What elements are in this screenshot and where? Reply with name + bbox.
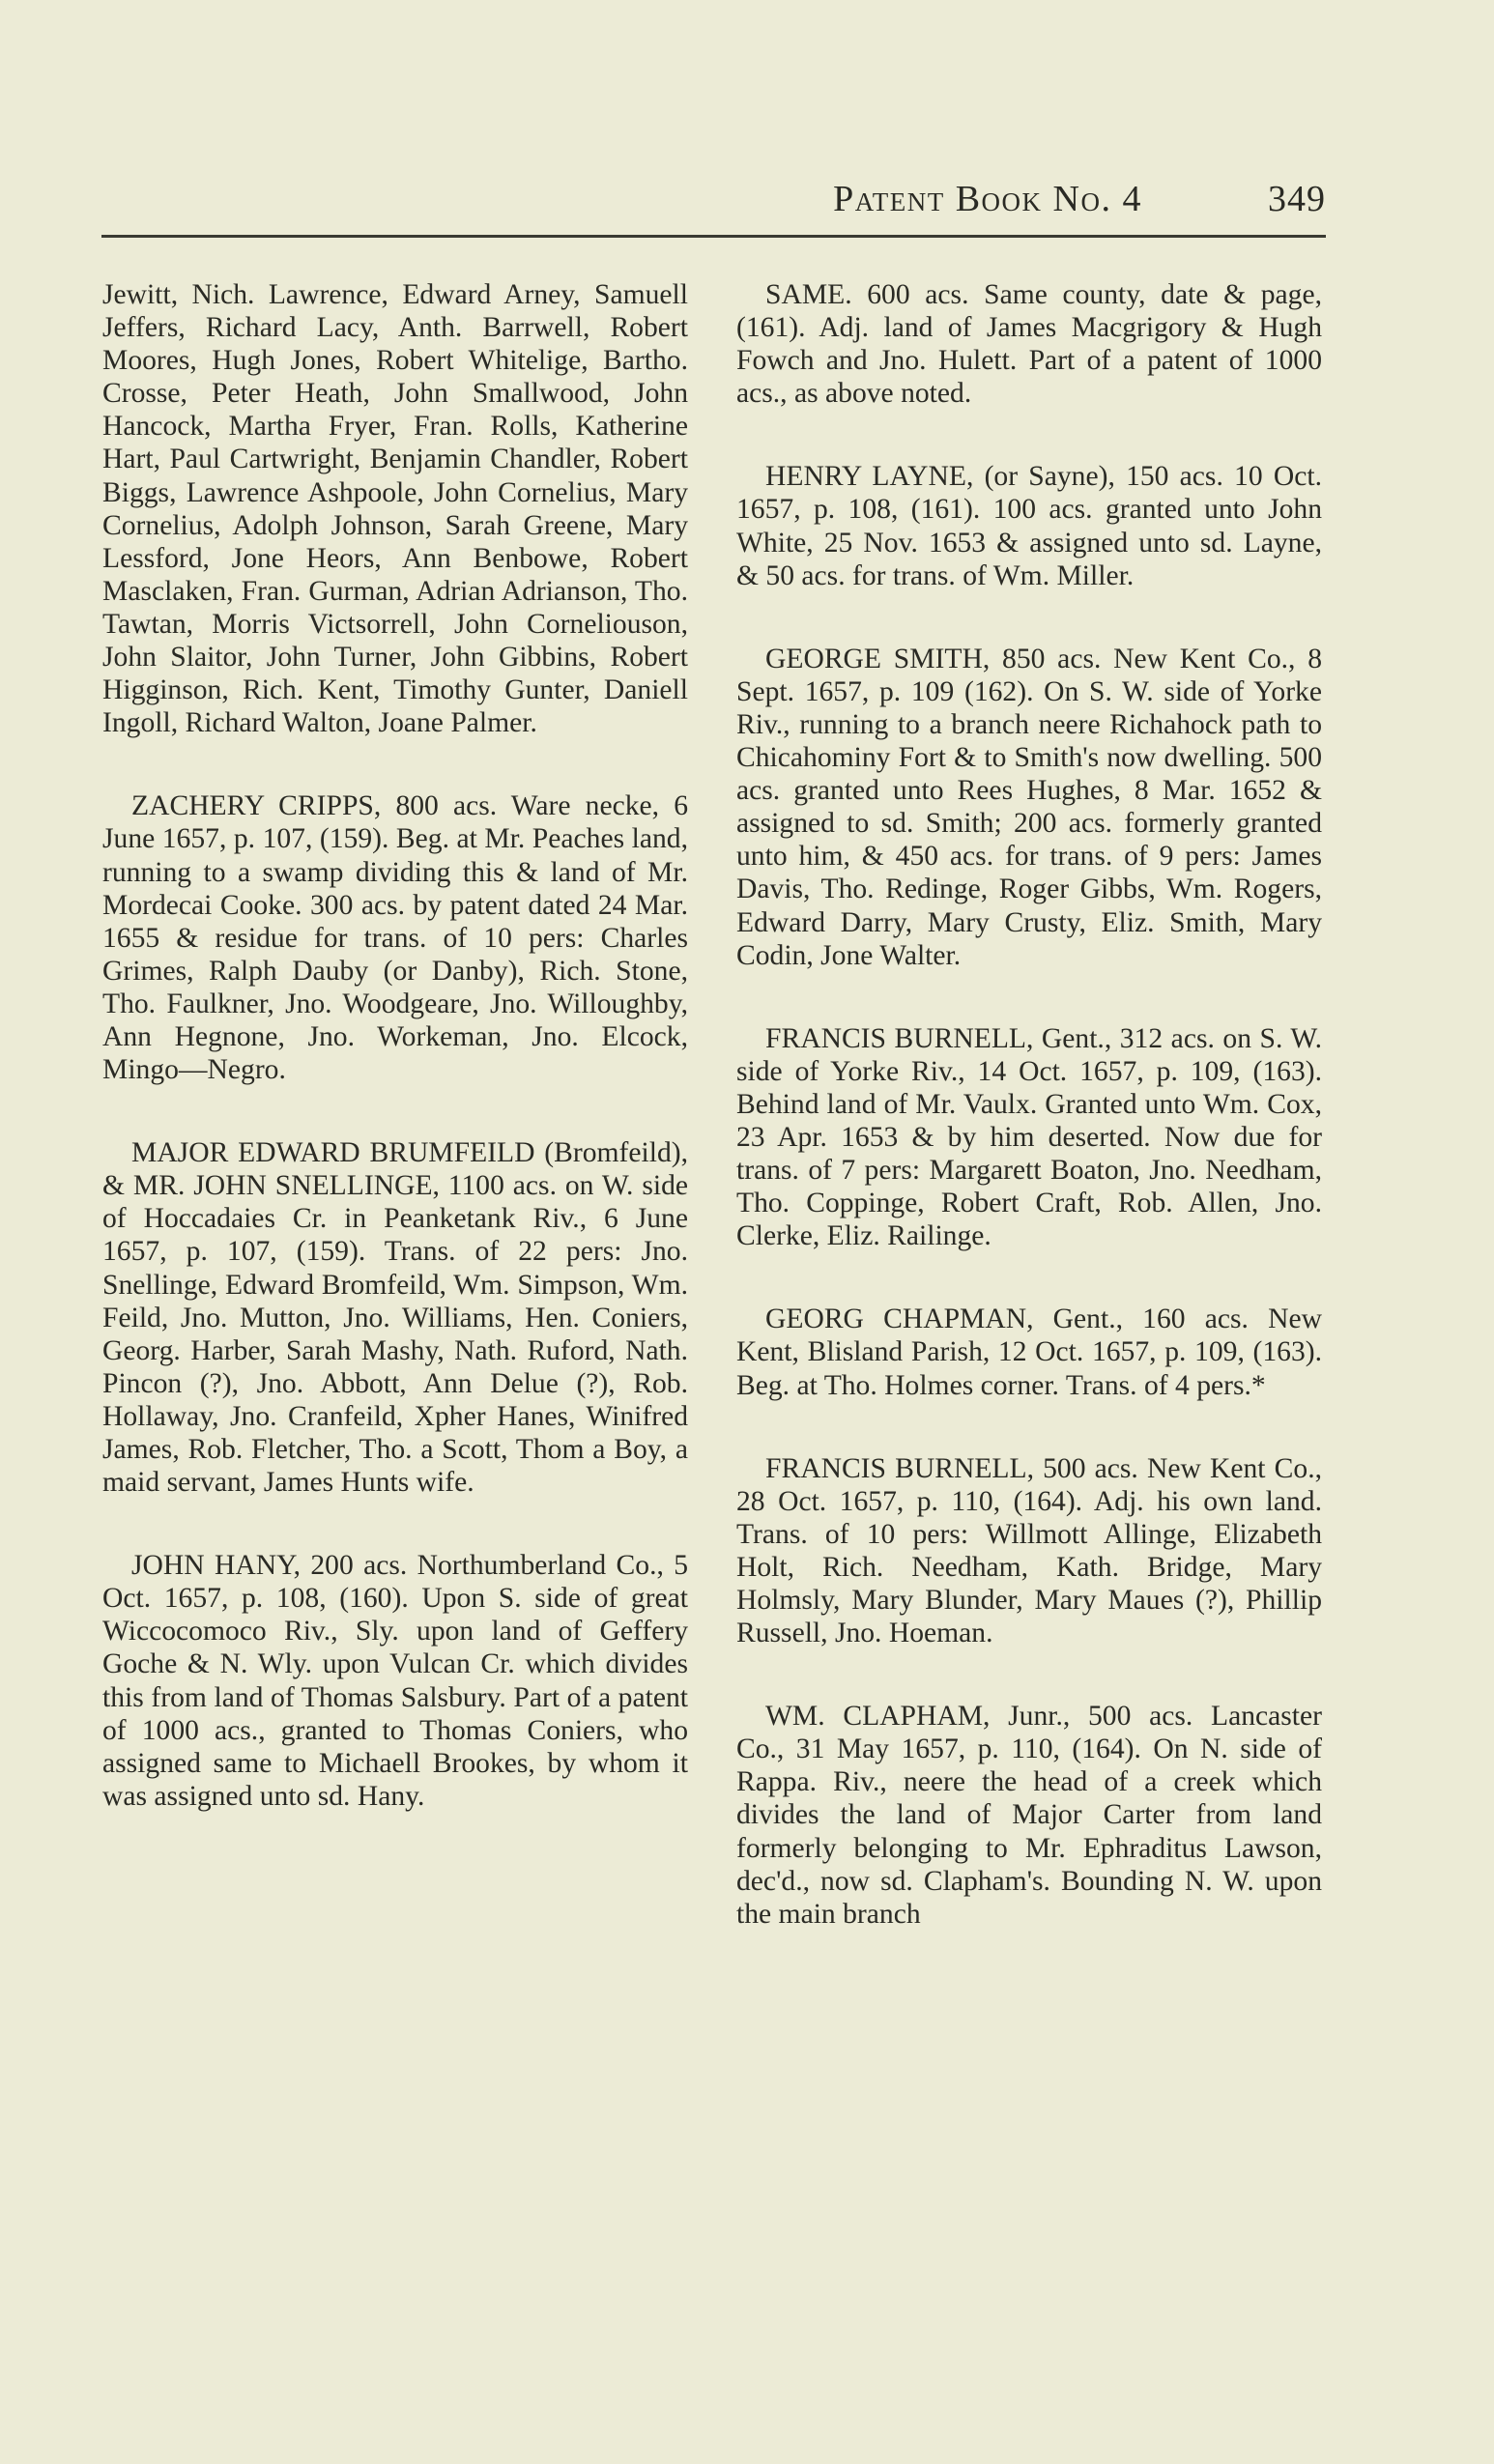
patent-entry-john-hany: JOHN HANY, 200 acs. Northumberland Co., 5 Oct. 1657, p. 108, (160). Upon S. side of great Wiccocomoco Riv., Sly. upon land of Geffery Goche & N. Wly. upon Vulcan Cr. which divides this from land of Thomas Salsbury. Part of a patent of 1000 acs., granted to Thomas Coniers, who assigned same to Michaell Brookes, by whom it was assigned unto sd. Hany. [102, 1550, 688, 1812]
page-number: 349 [1268, 179, 1326, 219]
patent-entry-continued: Jewitt, Nich. Lawrence, Edward Arney, Samuell Jeffers, Richard Lacy, Anth. Barrwell, Robert Moores, Hugh Jones, Robert Whitelige, Bartho. Crosse, Peter Heath, John Smallwood, John Hancock, Martha Fryer, Fran. Rolls, Katherine Hart, Paul Cartwright, Benjamin Chandler, Robert Biggs, Lawrence Ashpoole, John Cornelius, Mary Cornelius, Adolph Johnson, Sarah Greene, Mary Lessford, Jone Heors, Ann Benbowe, Robert Masclaken, Fran. Gurman, Adrian Adrianson, Tho. Tawtan, Morris Victsorrell, John Corneliouson, John Slaitor, John Turner, John Gibbins, Robert Higginson, Rich. Kent, Timothy Gunter, Daniell Ingoll, Richard Walton, Joane Palmer. [102, 279, 688, 739]
patent-entry-george-smith: GEORGE SMITH, 850 acs. New Kent Co., 8 Sept. 1657, p. 109 (162). On S. W. side of Yorke Riv., running to a branch neere Richahock path to Chicahominy Fort & to Smith's now dwelling. 500 acs. granted unto Rees Hughes, 8 Mar. 1652 & assigned to sd. Smith; 200 acs. formerly granted unto him, & 450 acs. for trans. of 9 pers: James Davis, Tho. Redinge, Roger Gibbs, Wm. Rogers, Edward Darry, Mary Crusty, Eliz. Smith, Mary Codin, Jone Walter. [736, 643, 1322, 971]
patent-entry-same: SAME. 600 acs. Same county, date & page, (161). Adj. land of James Macgrigory & Hugh Fowch and Jno. Hulett. Part of a patent of 1000 acs., as above noted. [736, 279, 1322, 410]
left-column [102, 278, 688, 1813]
header-rule [101, 235, 1326, 238]
running-header [101, 174, 1326, 220]
patent-entry-francis-burnell-500: FRANCIS BURNELL, 500 acs. New Kent Co., 28 Oct. 1657, p. 110, (164). Adj. his own land. Trans. of 10 pers: Willmott Allinge, Elizabeth Holt, Rich. Needham, Kath. Bridge, Mary Holmsly, Mary Blunder, Mary Maues (?), Phillip Russell, Jno. Hoeman. [736, 1452, 1322, 1649]
patent-entry-wm-clapham: WM. CLAPHAM, Junr., 500 acs. Lancaster Co., 31 May 1657, p. 110, (164). On N. side of Rappa. Riv., neere the head of a creek which divides the land of Major Carter from land formerly belonging to Mr. Ephraditus Lawson, dec'd., now sd. Clapham's. Bounding N. W. upon the main branch [736, 1701, 1322, 1930]
patent-entry-edward-brumfeild: MAJOR EDWARD BRUMFEILD (Bromfeild), & MR. JOHN SNELLINGE, 1100 acs. on W. side of Hoccadaies Cr. in Peanketank Riv., 6 June 1657, p. 107, (159). Trans. of 22 pers: Jno. Snellinge, Edward Bromfeild, Wm. Simpson, Wm. Feild, Jno. Mutton, Jno. Williams, Hen. Coniers, Georg. Harber, Sarah Mashy, Nath. Ruford, Nath. Pincon (?), Jno. Abbott, Ann Delue (?), Rob. Hollaway, Jno. Cranfeild, Xpher Hanes, Winifred James, Rob. Fletcher, Tho. a Scott, Thom a Boy, a maid servant, James Hunts wife. [102, 1137, 688, 1499]
patent-entry-francis-burnell-312: FRANCIS BURNELL, Gent., 312 acs. on S. W. side of Yorke Riv., 14 Oct. 1657, p. 109, (163). Behind land of Mr. Vaulx. Granted unto Wm. Cox, 23 Apr. 1653 & by him deserted. Now due for trans. of 7 pers: Margarett Boaton, Jno. Needham, Tho. Coppinge, Robert Craft, Rob. Allen, Jno. Clerke, Eliz. Railinge. [736, 1022, 1322, 1252]
right-column [736, 278, 1322, 1931]
patent-entry-henry-layne: HENRY LAYNE, (or Sayne), 150 acs. 10 Oct. 1657, p. 108, (161). 100 acs. granted unto John White, 25 Nov. 1653 & assigned unto sd. Layne, & 50 acs. for trans. of Wm. Miller. [736, 461, 1322, 591]
patent-entry-georg-chapman: GEORG CHAPMAN, Gent., 160 acs. New Kent, Blisland Parish, 12 Oct. 1657, p. 109, (163). Beg. at Tho. Holmes corner. Trans. of 4 pers.* [736, 1304, 1322, 1401]
header-title: Patent Book No. 4 [833, 179, 1142, 219]
patent-entry-zachery-cripps: ZACHERY CRIPPS, 800 acs. Ware necke, 6 June 1657, p. 107, (159). Beg. at Mr. Peaches land, running to a swamp dividing this & land of Mr. Mordecai Cooke. 300 acs. by patent dated 24 Mar. 1655 & residue for trans. of 10 pers: Charles Grimes, Ralph Dauby (or Danby), Rich. Stone, Tho. Faulkner, Jno. Woodgeare, Jno. Willoughby, Ann Hegnone, Jno. Workeman, Jno. Elcock, Mingo—Negro. [102, 790, 688, 1086]
